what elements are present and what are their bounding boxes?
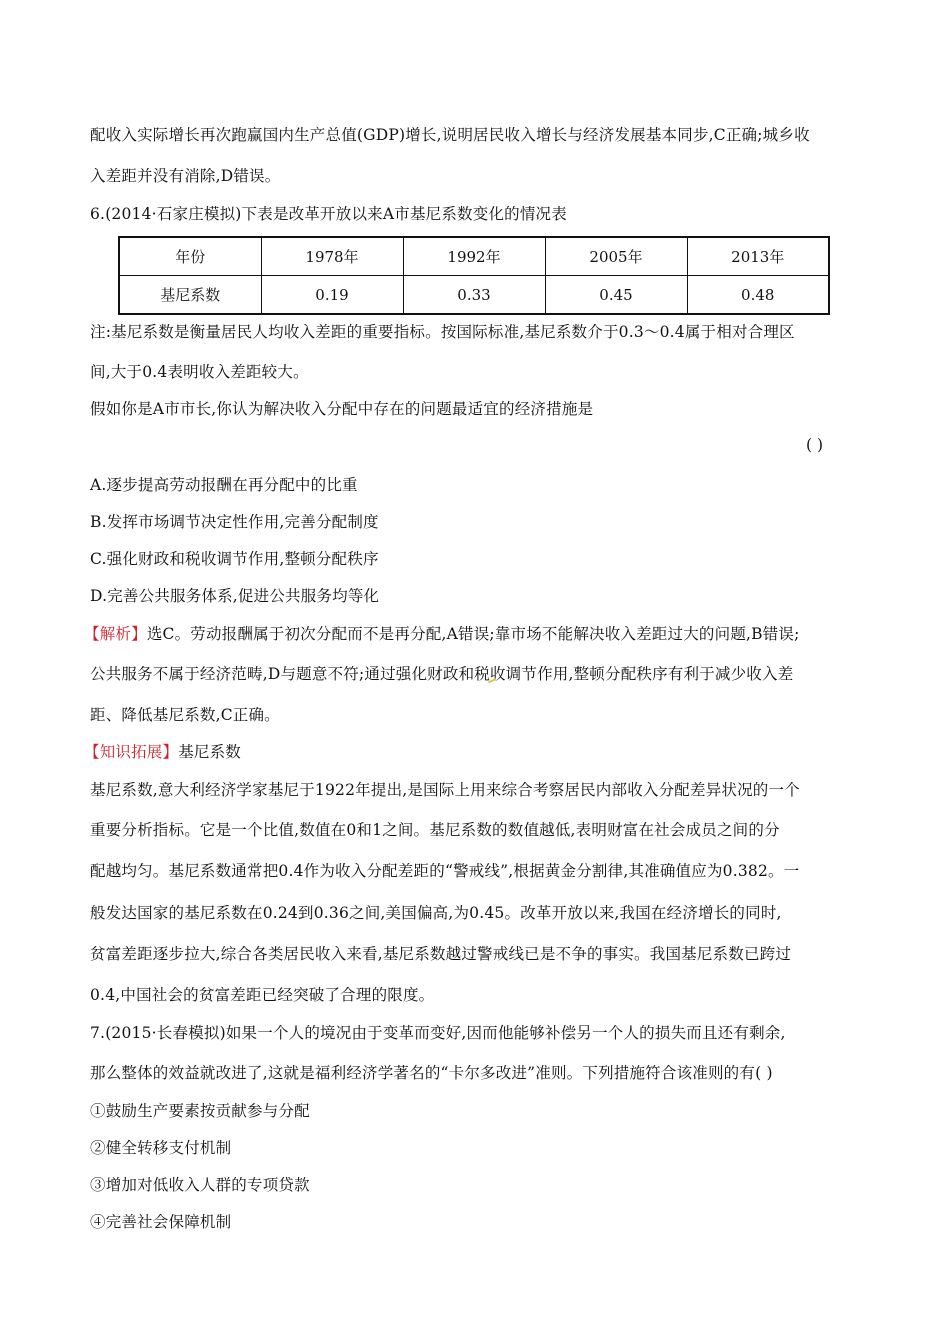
extension-text: 般发达国家的基尼系数在0.24到0.36之间,美国偏高,为0.45。改革开放以来,我国在经济增长的同时,	[90, 904, 782, 922]
table-header-row	[119, 237, 829, 276]
statement-item: ②健全转移支付机制	[90, 1139, 232, 1157]
question-7-stem: 那么整体的效益就改进了,这就是福利经济学著名的“卡尔多改进”准则。下列措施符合该准则的有( )	[90, 1064, 773, 1082]
analysis-tag: 【解析】	[84, 625, 147, 643]
table-cell: 年份	[119, 237, 261, 276]
statement-item: ①鼓励生产要素按贡献参与分配	[90, 1102, 310, 1120]
extension-title: 基尼系数	[178, 743, 242, 761]
statement-item: ③增加对低收入人群的专项贷款	[90, 1176, 310, 1194]
extension-text: 基尼系数,意大利经济学家基尼于1922年提出,是国际上用来综合考察居民内部收入分配差异状况的一个	[90, 781, 800, 799]
option-c: C.强化财政和税收调节作用,整顿分配秩序	[90, 550, 379, 568]
extension-text: 配越均匀。基尼系数通常把0.4作为收入分配差距的“警戒线”,根据黄金分割律,其准确值应为0.382。一	[90, 862, 800, 880]
extension-text: 贫富差距逐步拉大,综合各类居民收入来看,基尼系数越过警戒线已是不争的事实。我国基尼系数已跨过	[90, 945, 792, 963]
extension-tag: 【知识拓展】	[84, 743, 179, 761]
text-line: 入差距并没有消除,D错误。	[90, 167, 281, 185]
extension-text: 重要分析指标。它是一个比值,数值在0和1之间。基尼系数的数值越低,表明财富在社会成员之间的分	[90, 821, 780, 839]
table-cell: 0.19	[261, 276, 403, 315]
analysis-text: 公共服务不属于经济范畴,D与题意不符;通过强化财政和税收调节作用,整顿分配秩序有利于减少收入差	[90, 665, 794, 683]
gini-table	[118, 236, 830, 315]
table-cell: 1978年	[261, 237, 403, 276]
analysis-text: 距、降低基尼系数,C正确。	[90, 706, 280, 724]
table-cell: 2013年	[687, 237, 829, 276]
question-6-stem: 6.(2014·石家庄模拟)下表是改革开放以来A市基尼系数变化的情况表	[90, 205, 567, 223]
option-a: A.逐步提高劳动报酬在再分配中的比重	[90, 476, 358, 494]
table-cell: 基尼系数	[119, 276, 261, 315]
analysis-paragraph	[84, 623, 800, 645]
analysis-text: 选C。劳动报酬属于初次分配而不是再分配,A错误;靠市场不能解决收入差距过大的问题,B错误;	[146, 625, 800, 643]
knowledge-extension-heading	[84, 741, 241, 763]
table-cell: 0.33	[403, 276, 545, 315]
option-b: B.发挥市场调节决定性作用,完善分配制度	[90, 513, 379, 531]
question-6-ask: 假如你是A市市长,你认为解决收入分配中存在的问题最适宜的经济措施是	[90, 400, 594, 418]
table-cell: 0.48	[687, 276, 829, 315]
table-cell: 1992年	[403, 237, 545, 276]
table-cell: 2005年	[545, 237, 687, 276]
answer-parenthesis: ( )	[806, 436, 824, 454]
question-7-stem: 7.(2015·长春模拟)如果一个人的境况由于变革而变好,因而他能够补偿另一个人的损失而且还有剩余,	[90, 1024, 786, 1042]
table-note: 注:基尼系数是衡量居民人均收入差距的重要指标。按国际标准,基尼系数介于0.3～0.4属于相对合理区	[90, 323, 795, 341]
extension-text: 0.4,中国社会的贫富差距已经突破了合理的限度。	[90, 986, 435, 1004]
statement-item: ④完善社会保障机制	[90, 1213, 232, 1231]
table-cell: 0.45	[545, 276, 687, 315]
text-line: 配收入实际增长再次跑赢国内生产总值(GDP)增长,说明居民收入增长与经济发展基本同步,C正确;城乡收	[90, 126, 810, 144]
table-note: 间,大于0.4表明收入差距较大。	[90, 363, 309, 381]
table-row	[119, 276, 829, 315]
option-d: D.完善公共服务体系,促进公共服务均等化	[90, 587, 380, 605]
